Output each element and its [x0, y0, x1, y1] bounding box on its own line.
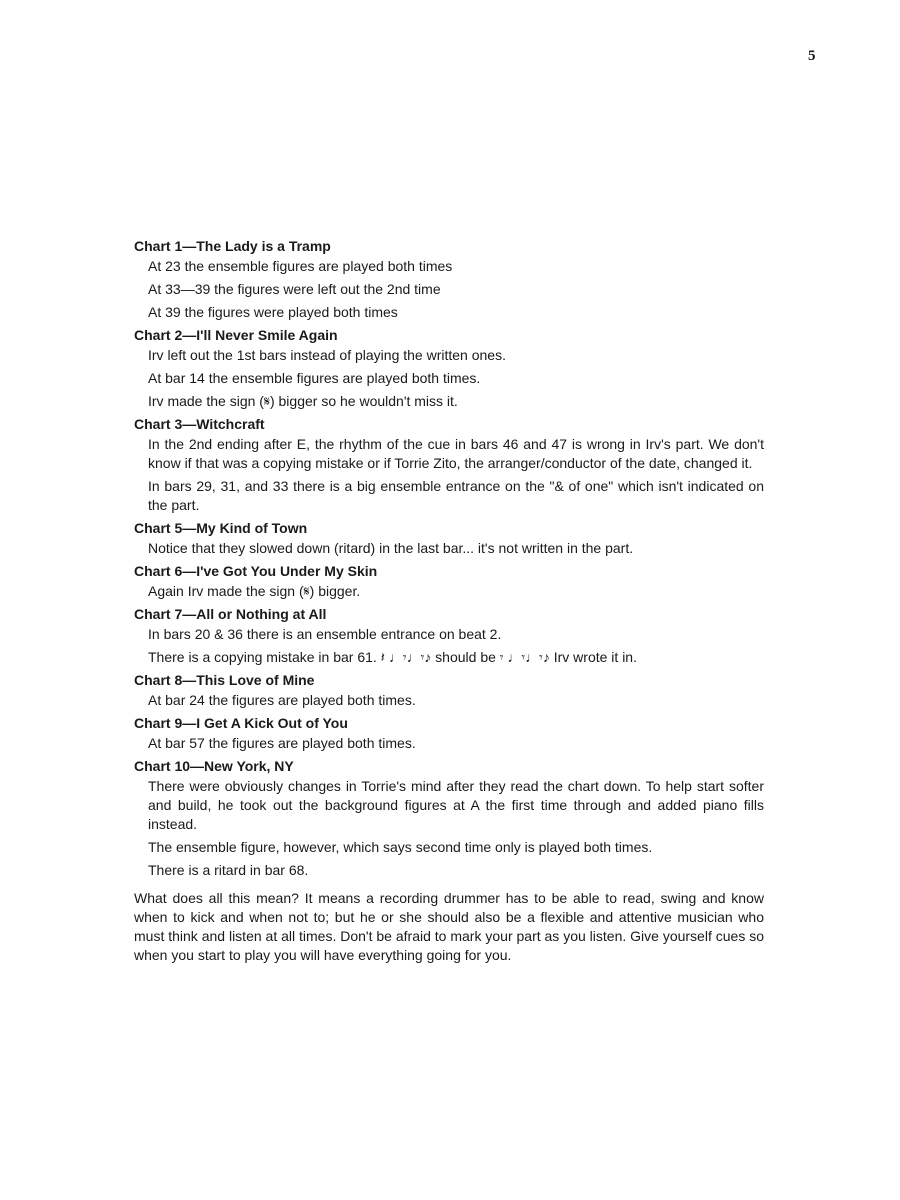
chart-section	[134, 605, 764, 667]
chart-notes	[134, 237, 764, 965]
chart-heading: Chart 2—I'll Never Smile Again	[134, 327, 338, 343]
chart-note: Irv left out the 1st bars instead of playing the written ones.	[148, 347, 506, 363]
chart-heading: Chart 10—New York, NY	[134, 758, 294, 774]
chart-note: There is a copying mistake in bar 61. 𝄽 ♩𝄾♩𝄾♪ should be 𝄾 ♩𝄾♩𝄾♪ Irv wrote it in.	[148, 649, 637, 665]
chart-section	[134, 237, 764, 322]
chart-note: At bar 24 the figures are played both times.	[148, 692, 416, 708]
chart-note: In the 2nd ending after E, the rhythm of the cue in bars 46 and 47 is wrong in Irv's part. We don't know if that was a copying mistake or if Torrie Zito, the arranger/conductor of the date, changed it.	[148, 436, 764, 471]
chart-note: In bars 20 & 36 there is an ensemble entrance on beat 2.	[148, 626, 502, 642]
chart-note: At 23 the ensemble figures are played both times	[148, 258, 453, 274]
chart-note: There were obviously changes in Torrie's mind after they read the chart down. To help start softer and build, he took out the background figures at A the first time through and added piano fills instead.	[148, 778, 764, 832]
chart-note: Notice that they slowed down (ritard) in the last bar... it's not written in the part.	[148, 540, 634, 556]
chart-note: There is a ritard in bar 68.	[148, 862, 309, 878]
chart-note: At 39 the figures were played both times	[148, 304, 398, 320]
chart-heading: Chart 3—Witchcraft	[134, 416, 265, 432]
chart-note: At bar 57 the figures are played both times.	[148, 735, 416, 751]
chart-note: Irv made the sign (𝄋) bigger so he wouldn't miss it.	[148, 393, 458, 409]
chart-note: In bars 29, 31, and 33 there is a big ensemble entrance on the "& of one" which isn't indicated on the part.	[148, 478, 764, 513]
chart-heading: Chart 7—All or Nothing at All	[134, 606, 327, 622]
chart-heading: Chart 5—My Kind of Town	[134, 520, 308, 536]
chart-section	[134, 415, 764, 515]
chart-note: Again Irv made the sign (𝄋) bigger.	[148, 583, 361, 599]
chart-section	[134, 519, 764, 558]
chart-heading: Chart 9—I Get A Kick Out of You	[134, 715, 348, 731]
chart-section	[134, 562, 764, 601]
chart-heading: Chart 6—I've Got You Under My Skin	[134, 563, 378, 579]
page-number: 5	[808, 48, 816, 64]
chart-note: The ensemble figure, however, which says second time only is played both times.	[148, 839, 653, 855]
chart-note: At 33—39 the figures were left out the 2nd time	[148, 281, 441, 297]
chart-heading: Chart 1—The Lady is a Tramp	[134, 238, 331, 254]
chart-section	[134, 671, 764, 710]
chart-section	[134, 757, 764, 880]
chart-section	[134, 326, 764, 411]
chart-heading: Chart 8—This Love of Mine	[134, 672, 315, 688]
closing-paragraph: What does all this mean? It means a recording drummer has to be able to read, swing and know when to kick and when not to; but he or she should also be a flexible and attentive musician who must think and listen at all times. Don't be afraid to mark your part as you listen. Give yourself cues so when you start to play you will have everything going for you.	[134, 890, 764, 963]
chart-section	[134, 714, 764, 753]
chart-note: At bar 14 the ensemble figures are played both times.	[148, 370, 481, 386]
